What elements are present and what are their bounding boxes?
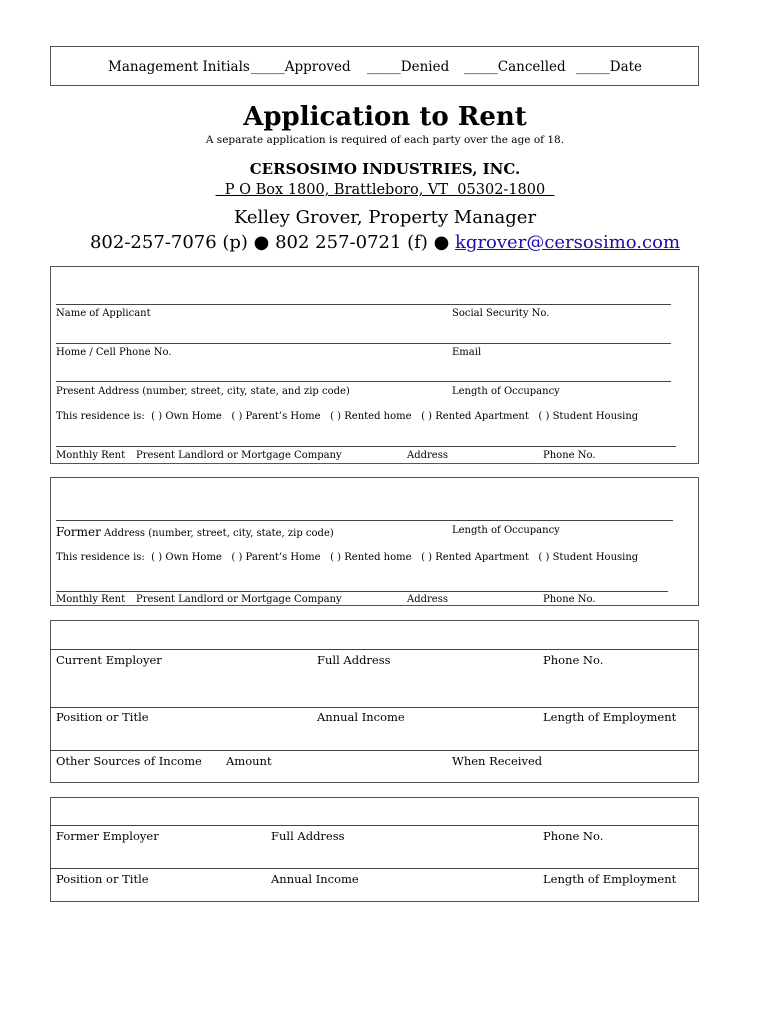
former-landlord-phone-label: Phone No. bbox=[543, 594, 596, 605]
cancelled-field[interactable]: _____Cancelled bbox=[464, 59, 566, 75]
former-position-divider bbox=[50, 868, 699, 869]
former-length-of-occupancy-label: Length of Occupancy bbox=[452, 525, 560, 536]
contact-line bbox=[0, 232, 770, 253]
email-link[interactable]: kgrover@cersosimo.com bbox=[455, 232, 681, 253]
former-landlord-address-label: Address bbox=[407, 594, 448, 605]
former-length-of-employment-label: Length of Employment bbox=[543, 872, 677, 886]
former-employer-label: Former Employer bbox=[56, 829, 159, 843]
company-name: CERSOSIMO INDUSTRIES, INC. bbox=[249, 160, 521, 178]
landlord-label: Present Landlord or Mortgage Company bbox=[136, 450, 342, 461]
position-label: Position or Title bbox=[56, 710, 149, 724]
phone-label: Home / Cell Phone No. bbox=[56, 347, 172, 358]
former-rent-input-line[interactable] bbox=[56, 591, 668, 592]
former-landlord-label: Present Landlord or Mortgage Company bbox=[136, 594, 342, 605]
phone-input-line[interactable] bbox=[56, 343, 671, 344]
monthly-rent-label: Monthly Rent bbox=[56, 450, 126, 461]
former-employer-divider bbox=[50, 825, 699, 826]
company-address: P O Box 1800, Brattleboro, VT 05302-1800 bbox=[215, 182, 555, 198]
length-of-employment-label: Length of Employment bbox=[543, 710, 677, 724]
property-manager: Kelley Grover, Property Manager bbox=[233, 207, 537, 228]
email-label: Email bbox=[452, 347, 482, 358]
employer-full-address-label: Full Address bbox=[317, 653, 391, 667]
company-address-wrap bbox=[0, 179, 770, 198]
current-employer-label: Current Employer bbox=[56, 653, 162, 667]
former-employer-section bbox=[50, 797, 699, 902]
annual-income-label: Annual Income bbox=[317, 710, 405, 724]
amount-label: Amount bbox=[226, 754, 272, 768]
name-input-line[interactable] bbox=[56, 304, 671, 305]
landlord-phone-label: Phone No. bbox=[543, 450, 596, 461]
approved-field[interactable]: _____Approved bbox=[251, 59, 351, 75]
when-received-label: When Received bbox=[452, 754, 543, 768]
employer-divider bbox=[50, 649, 699, 650]
other-income-label: Other Sources of Income bbox=[56, 754, 202, 768]
other-income-divider bbox=[50, 750, 699, 751]
landlord-address-label: Address bbox=[407, 450, 448, 461]
date-field[interactable]: _____Date bbox=[576, 59, 643, 75]
name-of-applicant-label: Name of Applicant bbox=[56, 308, 151, 319]
denied-field[interactable]: _____Denied bbox=[367, 59, 450, 75]
ssn-label: Social Security No. bbox=[452, 308, 550, 319]
former-position-label: Position or Title bbox=[56, 872, 149, 886]
page-title: Application to Rent bbox=[243, 102, 527, 132]
phone-fax: 802-257-7076 (p) ● 802 257-0721 (f) ● bbox=[89, 232, 456, 253]
position-divider bbox=[50, 707, 699, 708]
applicant-section bbox=[50, 266, 699, 464]
present-address-label: Present Address (number, street, city, state, and zip code) bbox=[56, 386, 350, 397]
employer-phone-label: Phone No. bbox=[543, 653, 604, 667]
former-monthly-rent-label: Monthly Rent bbox=[56, 594, 126, 605]
age-note: A separate application is required of each party over the age of 18. bbox=[205, 134, 565, 146]
former-employer-address-label: Full Address bbox=[271, 829, 345, 843]
length-of-occupancy-label: Length of Occupancy bbox=[452, 386, 560, 397]
rent-input-line[interactable] bbox=[56, 446, 676, 447]
former-address-label bbox=[56, 525, 334, 539]
management-initials-label: Management Initials bbox=[108, 59, 250, 75]
former-address-text: Address (number, street, city, state, zip code) bbox=[100, 528, 334, 539]
present-address-input-line[interactable] bbox=[56, 381, 671, 382]
former-address-section bbox=[50, 477, 699, 606]
former-residence-type-options[interactable]: This residence is: ( ) Own Home ( ) Parent’s Home ( ) Rented home ( ) Rented Apartment ( ) Student Housing bbox=[56, 552, 639, 563]
former-address-input-line[interactable] bbox=[56, 520, 673, 521]
former-annual-income-label: Annual Income bbox=[271, 872, 359, 886]
former-word: Former bbox=[56, 525, 101, 539]
residence-type-options[interactable]: This residence is: ( ) Own Home ( ) Parent’s Home ( ) Rented home ( ) Rented Apartment ( ) Student Housing bbox=[56, 411, 639, 422]
former-employer-phone-label: Phone No. bbox=[543, 829, 604, 843]
